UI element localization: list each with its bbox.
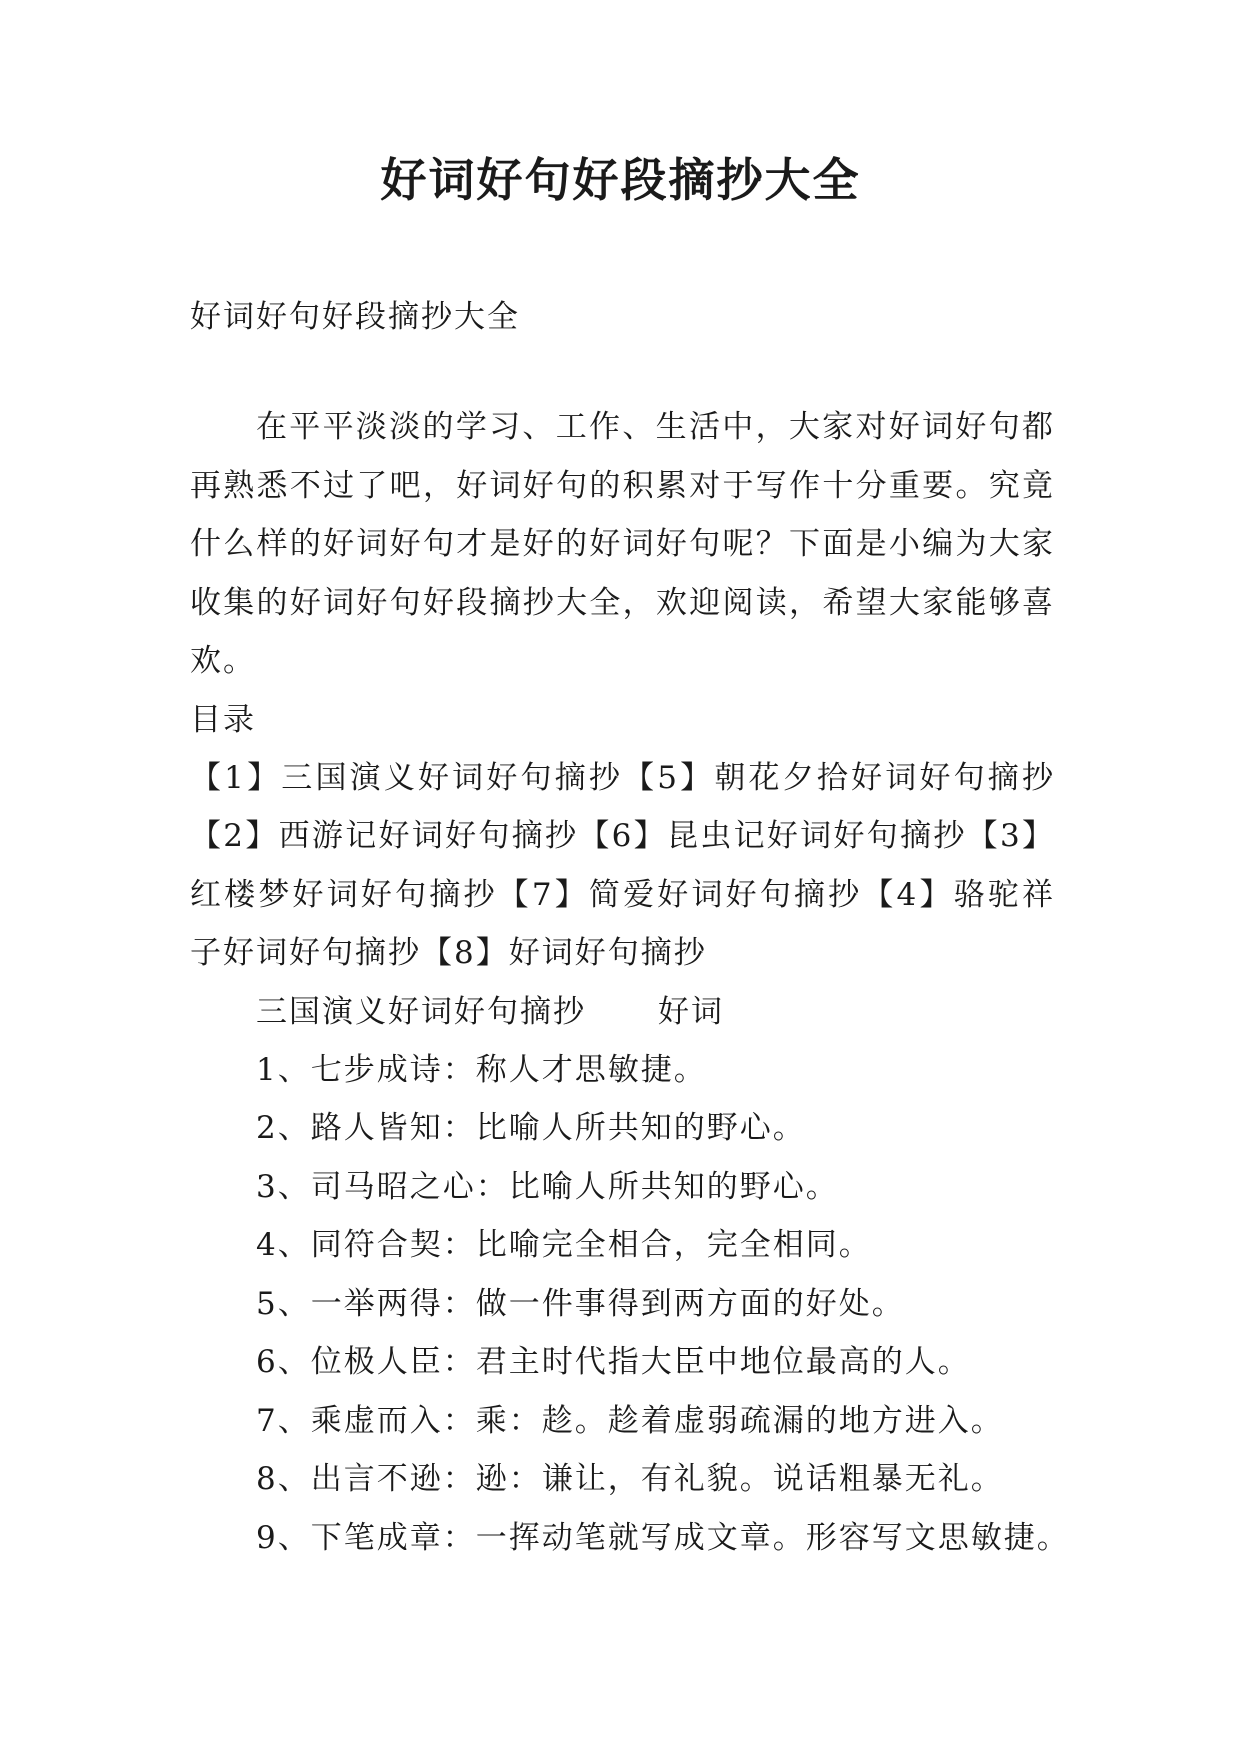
- list-item: 7、乘虚而入：乘：趁。趁着虚弱疏漏的地方进入。: [256, 1402, 1004, 1439]
- list-item: 2、路人皆知：比喻人所共知的野心。: [256, 1110, 806, 1146]
- list-item: 8、出言不逊：逊：谦让，有礼貌。说话粗暴无礼。: [256, 1461, 1004, 1497]
- section-title: 三国演义好词好句摘抄: [256, 993, 586, 1030]
- list-item: 3、司马昭之心：比喻人所共知的野心。: [256, 1168, 839, 1205]
- section-subheading: 好词: [658, 993, 724, 1030]
- document-body: [190, 288, 1070, 1567]
- list-item: 9、下笔成章：一挥动笔就写成文章。形容写文思敏捷。: [256, 1519, 1070, 1556]
- table-of-contents: 【1】三国演义好词好句摘抄【5】朝花夕拾好词好句摘抄【2】西游记好词好句摘抄【6】昆虫记好词好句摘抄【3】红楼梦好词好句摘抄【7】简爱好词好句摘抄【4】骆驼祥子好词好句摘抄【8】好词好句摘抄: [190, 759, 1055, 971]
- toc-label: 目录: [190, 701, 256, 738]
- list-item: 4、同符合契：比喻完全相合，完全相同。: [256, 1227, 872, 1263]
- section-heading: [190, 983, 1055, 1041]
- intro-paragraph: 在平平淡淡的学习、工作、生活中，大家对好词好句都再熟悉不过了吧，好词好句的积累对于写作十分重要。究竟什么样的好词好句才是好的好词好句呢？下面是小编为大家收集的好词好句好段摘抄大全，欢迎阅读，希望大家能够喜欢。: [190, 409, 1055, 679]
- word-list: [190, 1041, 1070, 1568]
- page-title: 好词好句好段摘抄大全: [380, 153, 861, 207]
- list-item: 1、七步成诗：称人才思敏捷。: [256, 1051, 707, 1088]
- document-subtitle: 好词好句好段摘抄大全: [190, 299, 520, 335]
- list-item: 5、一举两得：做一件事得到两方面的好处。: [256, 1285, 905, 1322]
- list-item: 6、位极人臣：君主时代指大臣中地位最高的人。: [256, 1344, 971, 1380]
